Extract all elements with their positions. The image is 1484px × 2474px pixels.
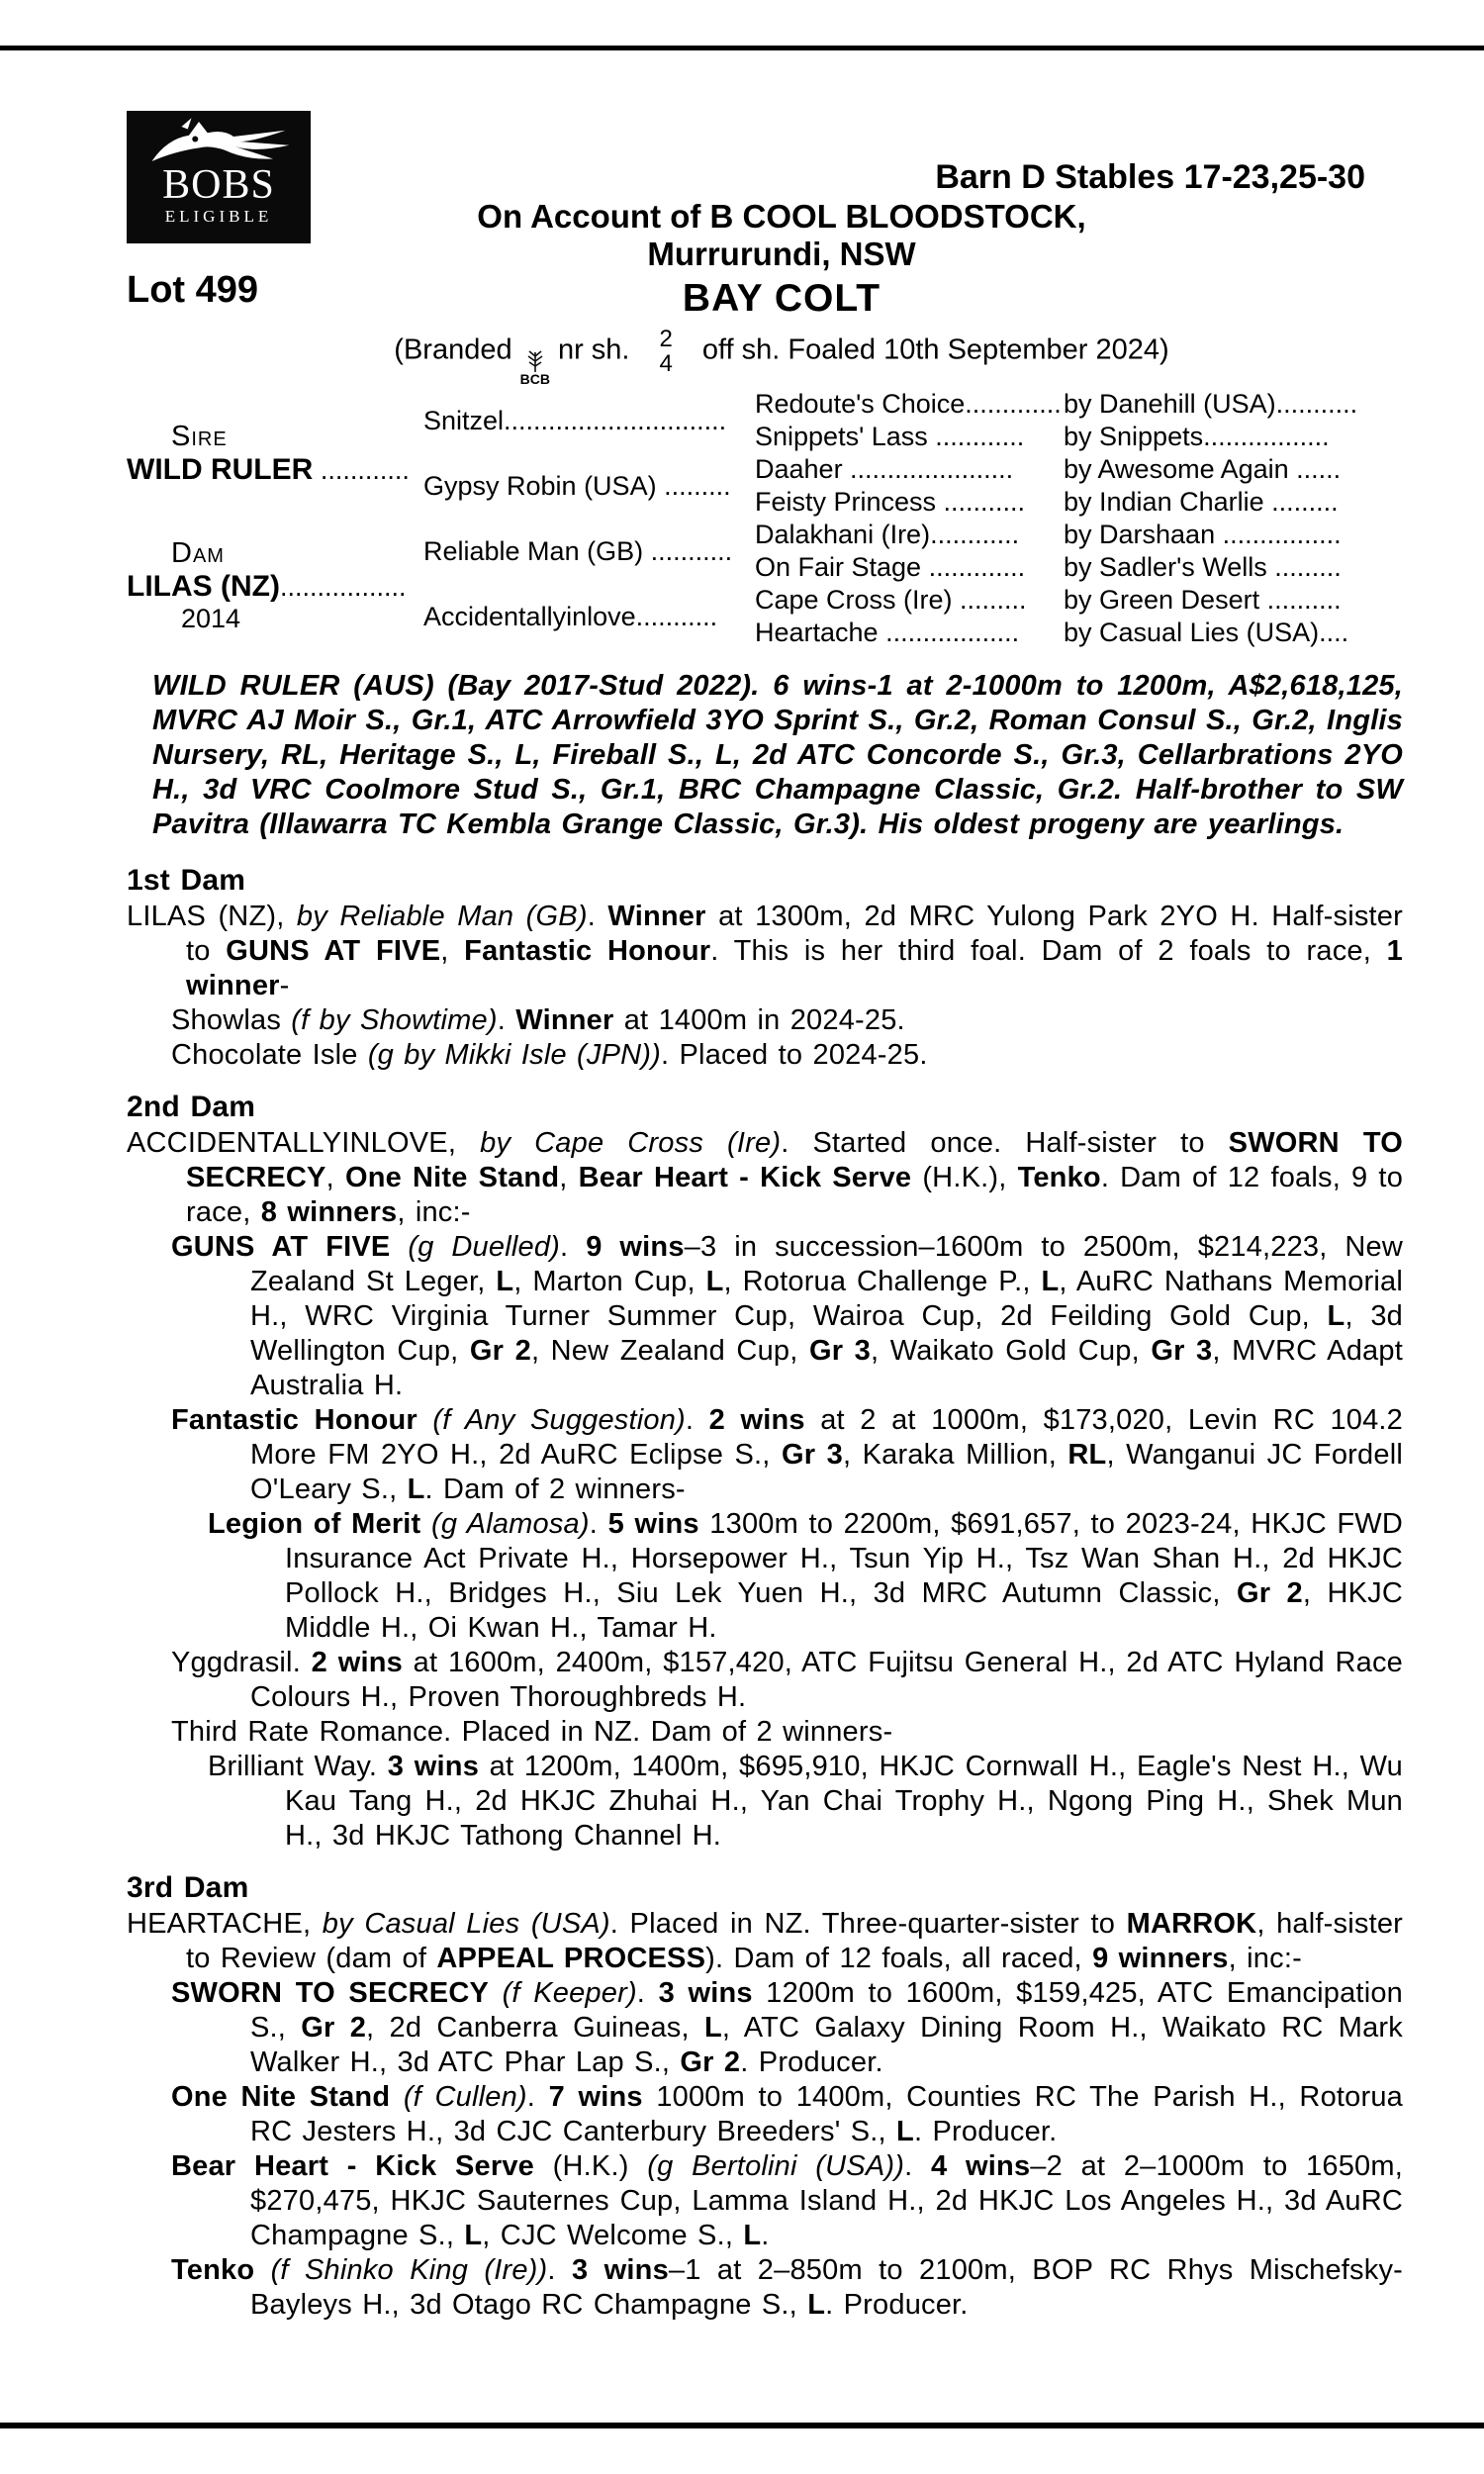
pedigree-paragraph: Fantastic Honour (f Any Suggestion). 2 wins at 2 at 1000m, $173,020, Levin RC 104.2 More FM 2YO H., 2d AuRC Eclipse S., Gr 3, Karaka Million, RL, Wanganui JC Fordell O'Leary S., L. Dam of 2 winners- xyxy=(171,1404,1404,1505)
pedigree-paragraph: One Nite Stand (f Cullen). 7 wins 1000m to 1400m, Counties RC The Parish H., Rotorua RC Jesters H., 3d CJC Canterbury Breeders' S., L. Producer. xyxy=(171,2081,1403,2147)
branded-mid: nr sh. xyxy=(557,333,630,366)
gen2-ancestor: Gypsy Robin (USA) ......... xyxy=(423,470,731,501)
account-line-1: On Account of B COOL BLOODSTOCK, xyxy=(477,198,1086,235)
lot-number: Lot 499 xyxy=(127,269,259,311)
gen3-ancestor-sire: by Sadler's Wells ......... xyxy=(1064,552,1342,582)
logo-eligible-text: ELIGIBLE xyxy=(164,207,273,226)
pedigree-table xyxy=(127,388,1405,651)
gen2-ancestor: Snitzel.............................. xyxy=(423,405,727,435)
pedigree-paragraph: HEARTACHE, by Casual Lies (USA). Placed in NZ. Three-quarter-sister to MARROK, half-sister to Review (dam of APPEAL PROCESS). Dam of 12 foals, all raced, 9 winners, inc:- xyxy=(127,1908,1404,1974)
gen3-row xyxy=(755,453,1405,486)
sire-block xyxy=(127,388,423,520)
branded-suffix: off sh. Foaled 10th September 2024) xyxy=(701,333,1169,366)
gen3-ancestor-sire: by Danehill (USA)........... xyxy=(1064,389,1358,419)
pedigree-paragraph: Third Rate Romance. Placed in NZ. Dam of 2 winners- xyxy=(171,1716,893,1748)
gen3-ancestor-sire: by Awesome Again ...... xyxy=(1064,454,1342,484)
sire-label: Sire xyxy=(171,421,228,452)
brand-code: BCB xyxy=(519,370,550,387)
branded-line xyxy=(168,327,1395,386)
gen3-ancestor: Snippets' Lass ............ xyxy=(755,422,1025,451)
barn-line: Barn D Stables 17-23,25-30 xyxy=(935,158,1365,196)
gen3-ancestor-sire: by Darshaan ................ xyxy=(1064,520,1342,549)
brand-count-fraction xyxy=(659,327,672,376)
gen3-row xyxy=(755,617,1405,649)
pedigree-gen2-column xyxy=(423,388,755,651)
sire-summary-paragraph: WILD RULER (AUS) (Bay 2017-Stud 2022). 6 wins-1 at 2-1000m to 1200m, A$2,618,125, MVRC AJ Moir S., Gr.1, ATC Arrowfield 3YO Sprint S., Gr.2, Roman Consul S., Gr.2, Inglis Nursery, RL, Heritage S., L, Fireball S., L, 2d ATC Concorde S., Gr.3, Cellarbrations 2YO H., 3d VRC Coolmore Stud S., Gr.1, BRC Champagne Classic, Gr.2. Half-brother to SW Pavitra (Illawarra TC Kembla Grange Classic, Gr.3). His oldest progeny are yearlings. xyxy=(152,670,1403,840)
gen3-ancestor-sire: by Casual Lies (USA).... xyxy=(1064,618,1349,647)
gen3-row xyxy=(755,519,1405,551)
sire-name: WILD RULER ............ xyxy=(127,453,410,486)
brand-mark xyxy=(520,349,550,386)
gen3-ancestor: On Fair Stage ............. xyxy=(755,552,1026,582)
pedigree-paragraph: Tenko (f Shinko King (Ire)). 3 wins–1 at 2–850m to 2100m, BOP RC Rhys Mischefsky-Bayleys H., 3d Otago RC Champagne S., L. Producer. xyxy=(171,2254,1404,2321)
gen3-ancestor-sire: by Snippets................. xyxy=(1064,422,1330,451)
gen2-ancestor: Accidentallyinlove........... xyxy=(423,601,718,631)
branded-prefix: (Branded xyxy=(394,333,512,366)
dam-section-heading: 3rd Dam xyxy=(127,1871,249,1904)
gen3-row xyxy=(755,486,1405,519)
pedigree-paragraph: Yggdrasil. 2 wins at 1600m, 2400m, $157,420, ATC Fujitsu General H., 2d ATC Hyland Race Colours H., Proven Thoroughbreds H. xyxy=(171,1647,1404,1713)
gen3-ancestor: Daaher ...................... xyxy=(755,454,1014,484)
gen3-ancestor: Feisty Princess ........... xyxy=(755,487,1026,517)
fraction-top: 2 xyxy=(659,326,673,352)
horse-title: BAY COLT xyxy=(682,277,881,320)
pedigree-paragraph: Brilliant Way. 3 wins at 1200m, 1400m, $695,910, HKJC Cornwall H., Eagle's Nest H., Wu Kau Tang H., 2d HKJC Zhuhai H., Yan Chai Trophy H., Ngong Ping H., Shek Mun H., 3d HKJC Tathong Channel H. xyxy=(208,1751,1403,1852)
pedigree-paragraph: Legion of Merit (g Alamosa). 5 wins 1300m to 2200m, $691,657, to 2023-24, HKJC FWD Insurance Act Private H., Horsepower H., Tsun Yip H., Tsz Wan Shan H., 2d HKJC Pollock H., Bridges H., Siu Lek Yuen H., 3d MRC Autumn Classic, Gr 2, HKJC Middle H., Oi Kwan H., Tamar H. xyxy=(208,1508,1404,1644)
dam-year: 2014 xyxy=(181,603,241,633)
dam-section-heading: 1st Dam xyxy=(127,864,246,897)
pedigree-text xyxy=(127,669,1403,2323)
gen3-ancestor: Cape Cross (Ire) ......... xyxy=(755,585,1027,615)
pedigree-paragraph: ACCIDENTALLYINLOVE, by Cape Cross (Ire). Started once. Half-sister to SWORN TO SECRECY, One Nite Stand, Bear Heart - Kick Serve (H.K.), Tenko. Dam of 12 foals, 9 to race, 8 winners, inc:- xyxy=(127,1127,1404,1228)
gen2-ancestor: Reliable Man (GB) ........... xyxy=(423,535,733,566)
brand-fern-icon xyxy=(525,349,545,373)
gen3-ancestor-sire: by Indian Charlie ......... xyxy=(1064,487,1339,517)
pedigree-paragraph: Bear Heart - Kick Serve (H.K.) (g Bertolini (USA)). 4 wins–2 at 2–1000m to 1650m, $270,475, HKJC Sauternes Cup, Lamma Island H., 2d HKJC Los Angeles H., 3d AuRC Champagne S., L, CJC Welcome S., L. xyxy=(171,2150,1403,2251)
bottom-rule xyxy=(0,2423,1484,2428)
dam-sections xyxy=(127,862,1403,2323)
pedigree-paragraph: LILAS (NZ), by Reliable Man (GB). Winner at 1300m, 2d MRC Yulong Park 2YO H. Half-sister to GUNS AT FIVE, Fantastic Honour. This is her third foal. Dam of 2 foals to race, 1 winner- xyxy=(127,901,1403,1001)
dam-label: Dam xyxy=(171,536,225,569)
horse-head-icon xyxy=(144,117,293,166)
dam-block xyxy=(127,520,423,651)
pedigree-paragraph: Chocolate Isle (g by Mikki Isle (JPN)). Placed to 2024-25. xyxy=(171,1039,928,1071)
logo-bobs-text: BOBS xyxy=(162,162,275,208)
gen3-ancestor: Heartache .................. xyxy=(755,618,1020,647)
pedigree-paragraph: GUNS AT FIVE (g Duelled). 9 wins–3 in succession–1600m to 2500m, $214,223, New Zealand St Leger, L, Marton Cup, L, Rotorua Challenge P., L, AuRC Nathans Memorial H., WRC Virginia Turner Summer Cup, Wairoa Cup, 2d Feilding Gold Cup, L, 3d Wellington Cup, Gr 2, New Zealand Cup, Gr 3, Waikato Gold Cup, Gr 3, MVRC Adapt Australia H. xyxy=(171,1231,1404,1401)
account-line-2: Murrurundi, NSW xyxy=(647,236,916,272)
gen3-ancestor-sire: by Green Desert .......... xyxy=(1064,585,1342,615)
pedigree-gen3-column xyxy=(755,388,1405,651)
fraction-bottom: 4 xyxy=(659,350,673,377)
gen3-ancestor: Dalakhani (Ire)............ xyxy=(755,520,1020,549)
gen3-row xyxy=(755,421,1405,453)
pedigree-gen1-column xyxy=(127,388,423,651)
dam-name: LILAS (NZ)................. xyxy=(127,569,407,603)
gen3-row xyxy=(755,584,1405,617)
top-rule xyxy=(0,46,1484,50)
gen3-ancestor: Redoute's Choice............. xyxy=(755,389,1062,419)
pedigree-paragraph: Showlas (f by Showtime). Winner at 1400m in 2024-25. xyxy=(171,1004,905,1036)
gen3-row xyxy=(755,388,1405,421)
gen3-row xyxy=(755,551,1405,584)
pedigree-paragraph: SWORN TO SECRECY (f Keeper). 3 wins 1200m to 1600m, $159,425, ATC Emancipation S., Gr 2, 2d Canberra Guineas, L, ATC Galaxy Dining Room H., Waikato RC Mark Walker H., 3d ATC Phar Lap S., Gr 2. Producer. xyxy=(171,1977,1403,2078)
dam-section-heading: 2nd Dam xyxy=(127,1091,256,1123)
